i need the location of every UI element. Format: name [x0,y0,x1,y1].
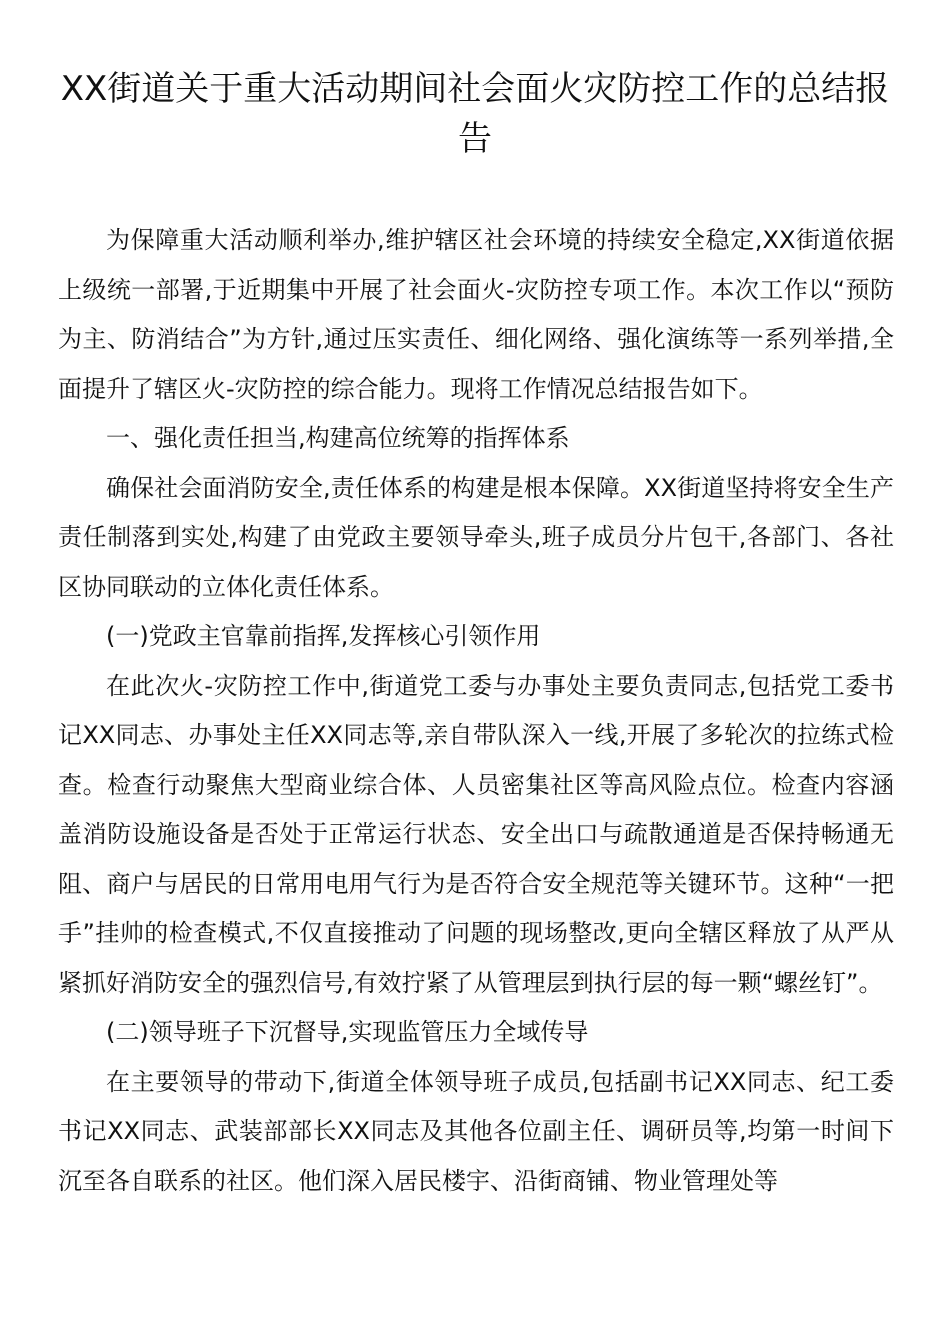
subsection-heading-2: (二)领导班子下沉督导,实现监管压力全域传导 [106,1018,589,1046]
subsection-1-paragraph: 在此次火-灾防控工作中,街道党工委与办事处主要负责同志,包括党工委书记XX同志、办事处主任XX同志等,亲自带队深入一线,开展了多轮次的拉练式检查。检查行动聚焦大型商业综合体、人员密集社区等高风险点位。检查内容涵盖消防设施设备是否处于正常运行状态、安全出口与疏散通道是否保持畅通无阻、商户与居民的日常用电用气行为是否符合安全规范等关键环节。这种“一把手”挂帅的检查模式,不仅直接推动了问题的现场整改,更向全辖区释放了从严从紧抓好消防安全的强烈信号,有效拧紧了从管理层到执行层的每一颗“螺丝钉”。 [58,671,894,997]
document-title: XX街道关于重大活动期间社会面火灾防控工作的总结报告 [60,69,890,159]
document-body [58,216,894,1206]
intro-paragraph: 为保障重大活动顺利举办,维护辖区社会环境的持续安全稳定,XX街道依据上级统一部署,于近期集中开展了社会面火-灾防控专项工作。本次工作以“预防为主、防消结合”为方针,通过压实责任、细化网络、强化演练等一系列举措,全面提升了辖区火-灾防控的综合能力。现将工作情况总结报告如下。 [58,226,894,403]
section-1-paragraph: 确保社会面消防安全,责任体系的构建是根本保障。XX街道坚持将安全生产责任制落到实处,构建了由党政主要领导牵头,班子成员分片包干,各部门、各社区协同联动的立体化责任体系。 [58,473,894,601]
subsection-2-paragraph: 在主要领导的带动下,街道全体领导班子成员,包括副书记XX同志、纪工委书记XX同志、武装部部长XX同志及其他各位副主任、调研员等,均第一时间下沉至各自联系的社区。他们深入居民楼宇、沿街商铺、物业管理处等 [58,1067,894,1195]
section-heading-1: 一、强化责任担当,构建高位统筹的指挥体系 [106,424,570,452]
subsection-heading-1: (一)党政主官靠前指挥,发挥核心引领作用 [106,622,541,650]
